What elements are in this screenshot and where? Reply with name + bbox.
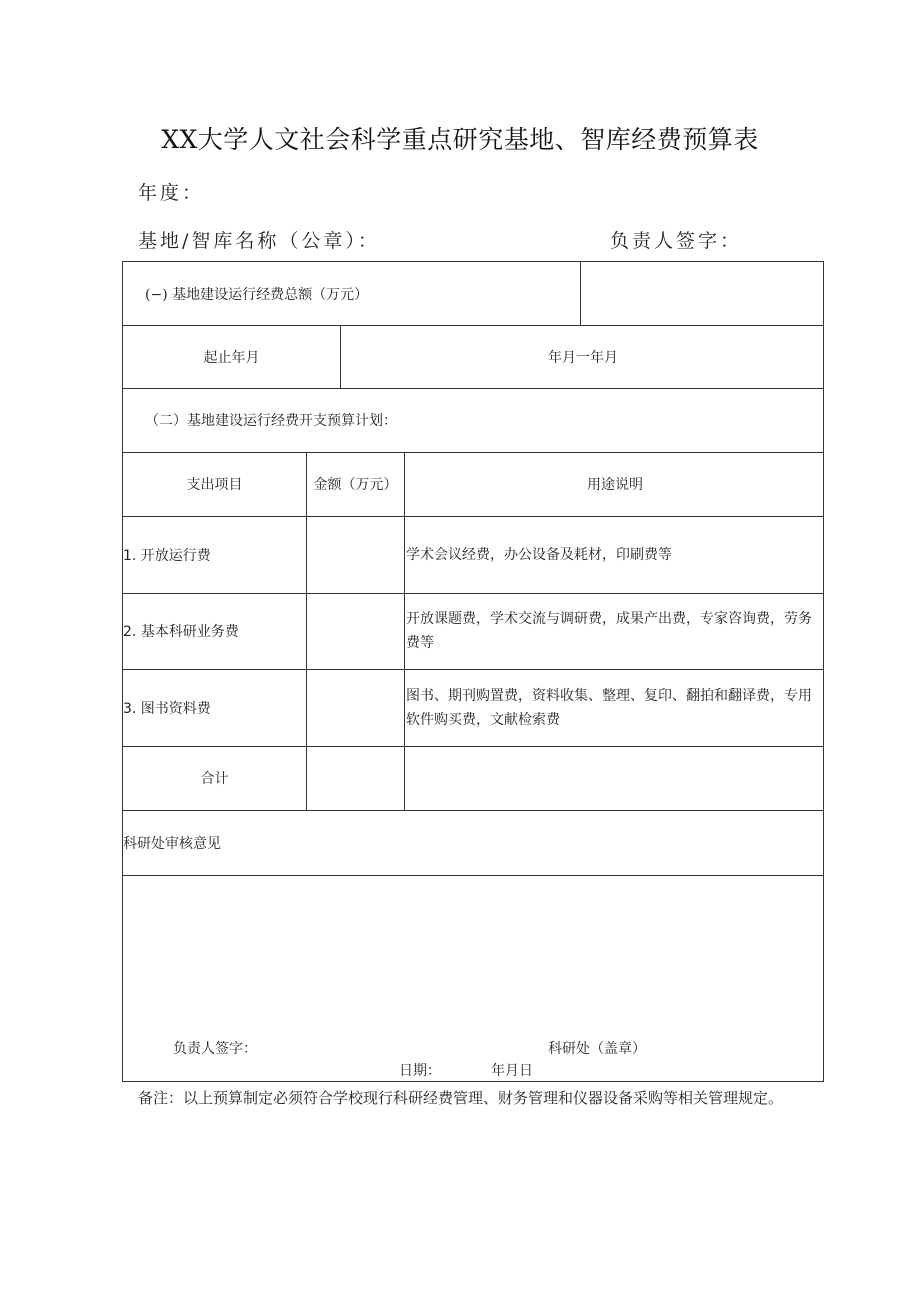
header-usage: 用途说明 [587, 477, 643, 493]
review-date-label: 日期： [399, 1063, 441, 1079]
header-amount: 金额（万元） [313, 477, 398, 493]
sum-desc[interactable] [406, 746, 824, 810]
row-amount-operations[interactable] [307, 516, 404, 593]
leader-sign-label: 负责人签字： [610, 230, 743, 252]
period-label: 起止年月 [203, 349, 260, 366]
year-label: 年度： [138, 182, 205, 204]
sum-amount[interactable] [307, 746, 404, 810]
header-item: 支出项目 [186, 477, 243, 493]
review-label: 科研处审核意见 [123, 835, 221, 852]
total-value[interactable] [581, 262, 825, 325]
review-leader-label: 负责人签字： [173, 1041, 257, 1057]
review-office-label: 科研处（盖章） [548, 1041, 646, 1057]
row-item-operations: 1. 开放运行费 [123, 547, 211, 564]
period-value[interactable]: 年月一年月 [548, 349, 618, 366]
review-date-value: 年月日 [491, 1063, 533, 1079]
row-item-library: 3. 图书资料费 [123, 700, 211, 717]
footnote: 备注：以上预算制定必须符合学校现行科研经费管理、财务管理和仪器设备采购等相关管理规定。 [138, 1089, 784, 1107]
row-desc-text: 学术会议经费，办公设备及耗材，印刷费等 [406, 546, 672, 563]
sum-label: 合计 [200, 771, 229, 787]
row-desc-text: 图书、期刊购置费，资料收集、整理、复印、翻拍和翻译费，专用软件购买费，文献检索费 [406, 687, 812, 728]
row-desc-research [406, 593, 824, 669]
row-desc-library [406, 669, 824, 746]
document-title: XX大学人文社会科学重点研究基地、智库经费预算表 [161, 125, 759, 154]
row-desc-text: 开放课题费，学术交流与调研费，成果产出费，专家咨询费，劳务费等 [406, 611, 812, 651]
plan-label: （二）基地建设运行经费开支预算计划： [145, 413, 397, 429]
budget-table [122, 261, 824, 1082]
row-divider [123, 875, 823, 876]
row-desc-operations [406, 516, 824, 593]
row-amount-research[interactable] [307, 593, 404, 669]
row-item-research: 2. 基本科研业务费 [123, 624, 239, 640]
base-name-label: 基地/智库名称（公章）： [138, 230, 380, 252]
row-amount-library[interactable] [307, 669, 404, 746]
total-label: (−) 基地建设运行经费总额（万元） [145, 286, 369, 303]
